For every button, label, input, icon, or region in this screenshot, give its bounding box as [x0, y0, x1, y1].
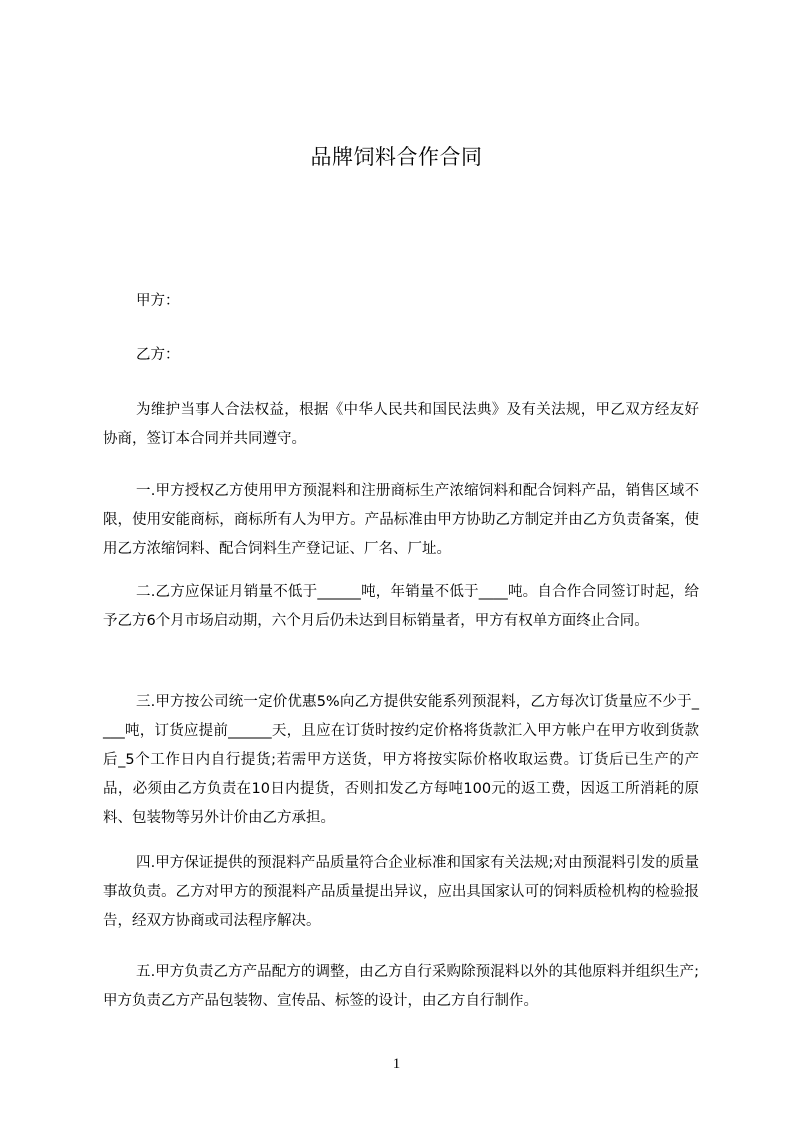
clause-3-paragraph: 三.甲方按公司统一定价优惠5%向乙方提供安能系列预混料，乙方每次订货量应不少于____吨，订货应提前______天，且应在订货时按约定价格将货款汇入甲方帐户在甲方收到货款后_5个工作日内自行提货;若需甲方送货，甲方将按实际价格收取运费。订货后已生产的产品，必须由乙方负责在10日内提货，否则扣发乙方每吨100元的返工费，因返工所消耗的原料、包装物等另外计价由乙方承担。	[103, 694, 699, 826]
party-a-label: 甲方：	[136, 293, 180, 309]
clause-1-paragraph: 一.甲方授权乙方使用甲方预混料和注册商标生产浓缩饲料和配合饲料产品，销售区域不限，使用安能商标，商标所有人为甲方。产品标准由甲方协助乙方制定并由乙方负责备案，使用乙方浓缩饲料、配合饲料生产登记证、厂名、厂址。	[103, 483, 699, 557]
clause-5-paragraph: 五.甲方负责乙方产品配方的调整，由乙方自行采购除预混料以外的其他原料并组织生产;甲方负责乙方产品包装物、宣传品、标签的设计，由乙方自行制作。	[103, 964, 699, 1009]
clause-2-paragraph: 二.乙方应保证月销量不低于______吨，年销量不低于____吨。自合作合同签订时起，给予乙方6个月市场启动期，六个月后仍未达到目标销量者，甲方有权单方面终止合同。	[103, 584, 699, 629]
page-number: 1	[392, 1056, 401, 1072]
party-b-label: 乙方：	[136, 347, 180, 363]
clause-4-paragraph: 四.甲方保证提供的预混料产品质量符合企业标准和国家有关法规;对由预混料引发的质量事故负责。乙方对甲方的预混料产品质量提出异议，应出具国家认可的饲料质检机构的检验报告，经双方协商或司法程序解决。	[103, 855, 699, 929]
intro-paragraph: 为维护当事人合法权益，根据《中华人民共和国民法典》及有关法规，甲乙双方经友好协商，签订本合同并共同遵守。	[103, 402, 699, 447]
document-title: 品牌饲料合作合同	[310, 145, 483, 169]
